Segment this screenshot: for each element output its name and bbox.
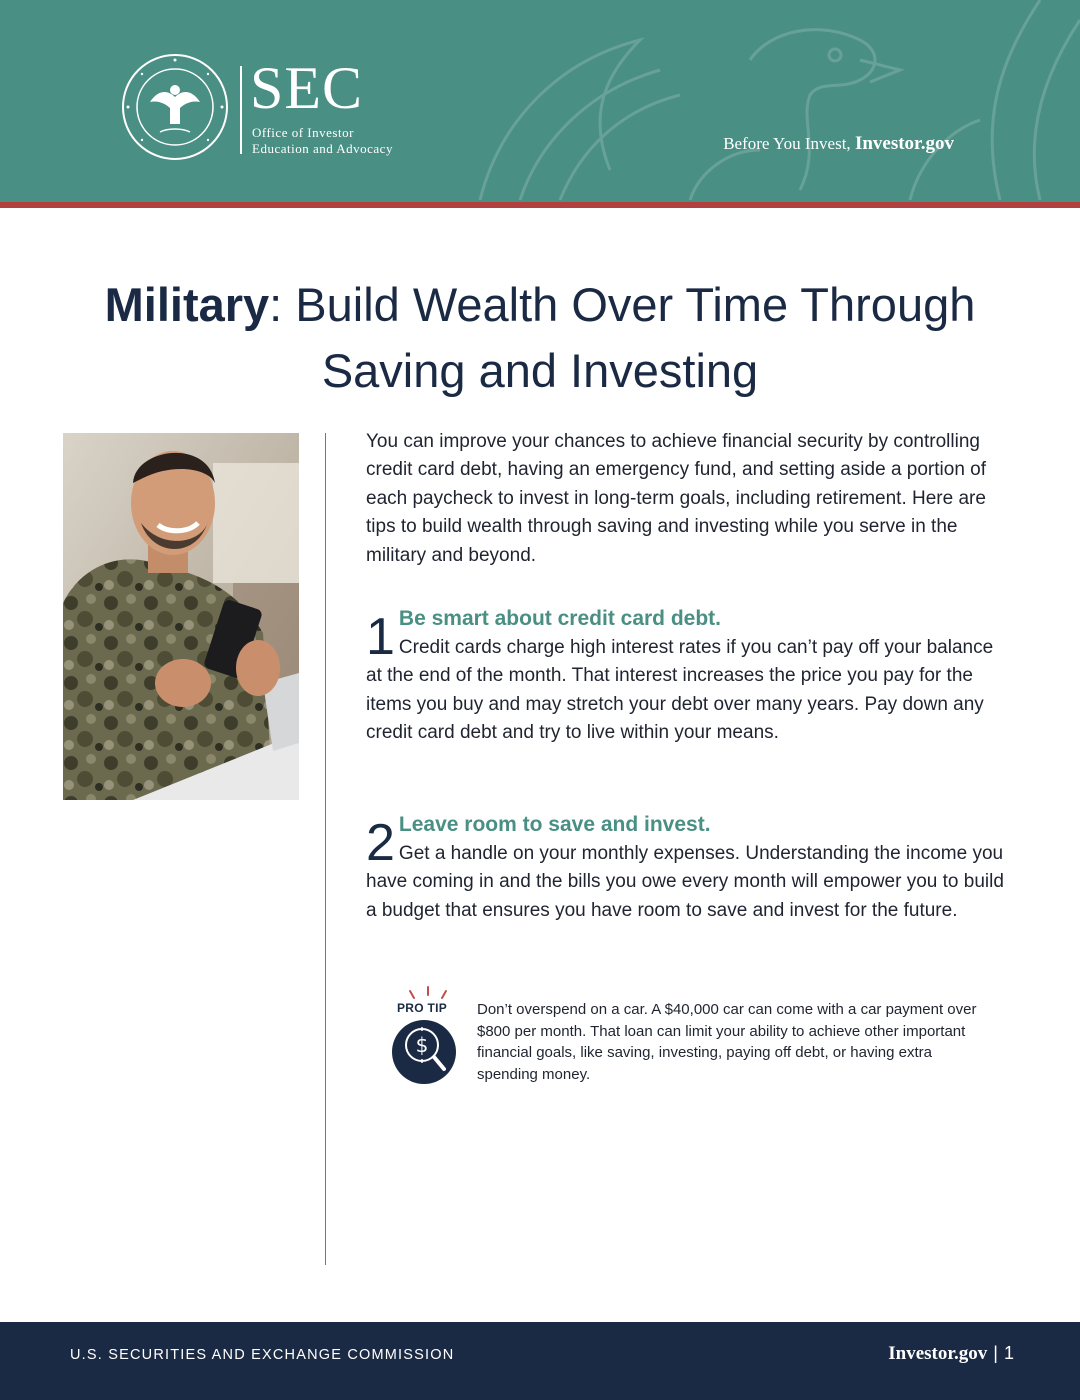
pro-tip-label: PRO TIP bbox=[397, 1001, 448, 1015]
page-number: 1 bbox=[1003, 1343, 1014, 1363]
intro-paragraph: You can improve your chances to achieve financial security by controlling credit card debt, having an emergency fund, and setting aside a portion of each paycheck to invest in long-term goals, including retirement. Here are tips to build wealth through saving and investing while you serve in the military and beyond. bbox=[366, 431, 987, 566]
page-title bbox=[60, 272, 1020, 404]
header-accent-stripe bbox=[0, 202, 1080, 208]
agency-wordmark: SEC bbox=[250, 55, 364, 121]
footer-site-link[interactable]: Investor.gov bbox=[888, 1343, 988, 1364]
title-bold: Military bbox=[104, 278, 270, 331]
dollar-magnifier-icon bbox=[386, 985, 462, 1085]
sec-seal-icon bbox=[120, 52, 230, 162]
pro-tip-text: Don’t overspend on a car. A $40,000 car can come with a car payment over $800 per month. That loan can limit your ability to achieve other important financial goals, like saving, investing, paying off debt, or having extra spending money. bbox=[477, 1001, 977, 1083]
eagle-watermark-icon bbox=[440, 0, 1080, 202]
tip-body: Credit cards charge high interest rates if you can’t pay off your balance at the end of the month. That interest increases the price you pay for the items you buy and may stretch your debt over many years. Pay down any credit card debt and try to live within your means. bbox=[366, 637, 994, 744]
footer-agency-name: U.S. SECURITIES AND EXCHANGE COMMISSION bbox=[70, 1347, 455, 1363]
tip-number: 2 bbox=[366, 814, 395, 872]
header-divider bbox=[240, 66, 242, 154]
footer-separator: | bbox=[993, 1343, 998, 1363]
content-divider bbox=[325, 433, 326, 1265]
tip-body: Get a handle on your monthly expenses. Understanding the income you have coming in and the bills you owe every month will empower you to build a budget that ensures you have room to save and invest for the future. bbox=[366, 843, 1004, 921]
tagline-prefix: Before You Invest, bbox=[723, 134, 851, 153]
photo-illustration bbox=[63, 433, 299, 800]
tagline-site-link[interactable]: Investor.gov bbox=[854, 133, 954, 154]
tip-2 bbox=[366, 810, 1006, 925]
tip-heading: Be smart about credit card debt. bbox=[398, 607, 721, 630]
soldier-photo bbox=[63, 433, 299, 800]
office-name-line2: Education and Advocacy bbox=[252, 141, 393, 156]
svg-text:$: $ bbox=[415, 1033, 429, 1057]
footer-right bbox=[888, 1343, 1014, 1365]
tip-number: 1 bbox=[366, 608, 395, 666]
tip-1 bbox=[366, 604, 1006, 748]
title-rest: : Build Wealth Over Time Through Saving and Investing bbox=[269, 278, 976, 397]
header-tagline bbox=[723, 133, 954, 155]
office-name-line1: Office of Investor bbox=[252, 125, 354, 140]
tip-heading: Leave room to save and invest. bbox=[398, 813, 711, 836]
header-banner bbox=[0, 0, 1080, 202]
